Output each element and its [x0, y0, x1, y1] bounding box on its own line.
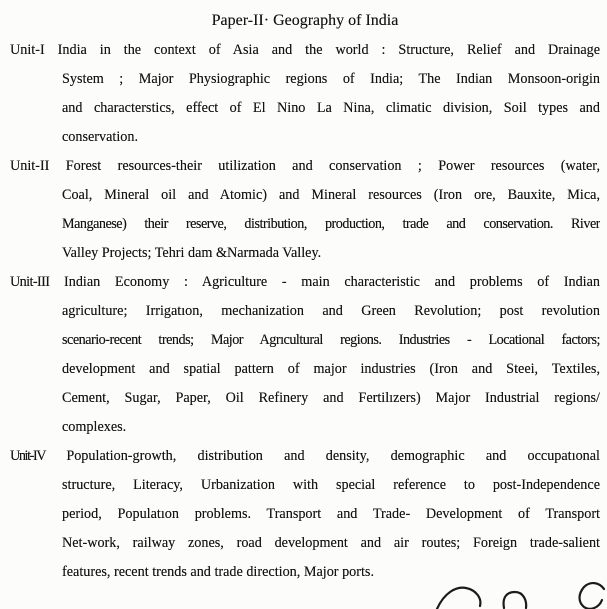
syllabus-line: and characterstics, effect of El Nino La Nina, climatic division, Soil types and [62, 100, 600, 116]
syllabus-text: Indian Economy : Agriculture - main characteristic and problems of Indian [64, 274, 600, 290]
syllabus-line: period, Populatıon problems. Transport and Trade- Development of Transport [62, 506, 600, 522]
syllabus-line: Cement, Sugar, Paper, Oil Refinery and Fertilızers) Major Industrial regions/ [62, 390, 600, 406]
unit-section-1 [10, 36, 600, 152]
syllabus-line: System ; Major Physiographic regions of India; The Indian Monsoon-origin [62, 71, 600, 87]
unit-section-3 [10, 268, 600, 442]
syllabus-line: Valley Projects; Tehri dam &Narmada Valley. [62, 245, 322, 261]
unit-section-4 [10, 442, 600, 587]
syllabus-line: Net-work, railway zones, road development and air routes; Foreign trade-salient [62, 535, 600, 551]
syllabus-line: development and spatial pattern of major industries (Iron and Steei, Textiles, [62, 361, 600, 377]
syllabus-line [10, 36, 600, 65]
syllabus-line: structure, Literacy, Urbanization with special reference to post-Independence [62, 477, 600, 493]
syllabus-line: Manganese) their reserve, distribution, production, trade and conservation. River [62, 216, 600, 232]
syllabus-text: India in the context of Asia and the world : Structure, Relief and Drainage [57, 42, 600, 58]
syllabus-line: conservation. [62, 129, 139, 145]
syllabus-text: Forest resources-their utilization and conservation ; Power resources (water, [65, 158, 600, 174]
syllabus-line: features, recent trends and trade direction, Major ports. [62, 564, 375, 580]
unit-label: Unit-IV [10, 448, 46, 464]
unit-label: Unit-I [10, 42, 45, 58]
syllabus-line: complexes. [62, 419, 127, 435]
unit-label: Unit-II [10, 158, 50, 174]
unit-label: Unit-III [10, 274, 50, 290]
syllabus-line [10, 268, 600, 297]
syllabus-line: agriculture; Irrigatıon, mechanization and Green Revolution; post revolution [62, 303, 600, 319]
syllabus-line: scenario-recent trends; Major Agrıcultural regions. Industries - Locational factors; [62, 332, 600, 348]
syllabus-line: Coal, Mineral oil and Atomic) and Mineral resources (Iron ore, Bauxite, Mica, [62, 187, 600, 203]
syllabus-text: Population-growth, distribution and density, demographic and occupatıonal [66, 448, 600, 464]
syllabus-line [10, 442, 600, 471]
syllabus-line [10, 152, 600, 181]
unit-section-2 [10, 152, 600, 268]
page-title: Paper-II· Geography of India [211, 12, 399, 29]
